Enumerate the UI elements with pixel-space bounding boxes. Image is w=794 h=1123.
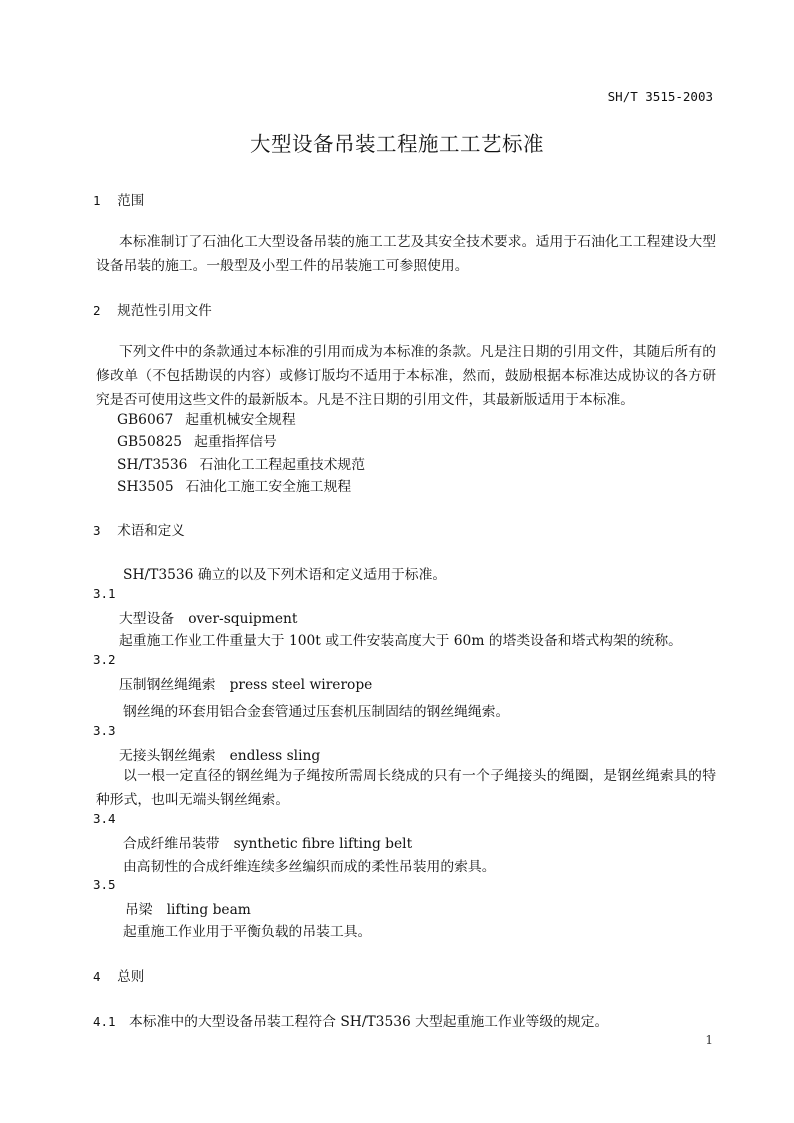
term-name [125,898,251,918]
reference-name: 石油化工工程起重技术规范 [199,457,366,473]
page-title: 大型设备吊装工程施工工艺标准 [250,132,544,156]
reference-item [117,408,296,428]
section-4-heading [93,965,144,985]
reference-name: 起重机械安全规程 [185,412,296,428]
clause-text: 本标准中的大型设备吊装工程符合 SH/T3536 大型起重施工作业等级的规定。 [129,1014,609,1030]
reference-code: GB50825 [117,434,183,450]
section-3-intro: SH/T3536 确立的以及下列术语和定义适用于标准。 [123,567,447,583]
section-number: 4 [93,969,101,984]
section-title: 范围 [117,193,145,209]
reference-item [117,430,277,450]
term-definition: 起重施工作业用于平衡负载的吊装工具。 [123,924,372,940]
section-title: 规范性引用文件 [117,303,212,319]
section-number: 2 [93,303,101,318]
term-name [119,744,320,764]
term-name-cn: 合成纤维吊装带 [123,836,220,852]
section-2-heading [93,299,212,319]
term-name-cn: 压制钢丝绳绳索 [119,677,216,693]
section-2-paragraph: 下列文件中的条款通过本标准的引用而成为本标准的条款。凡是注日期的引用文件，其随后所有的修改单（不包括勘误的内容）或修订版均不适用于本标准，然而，鼓励根据本标准达成协议的各方研究是否可使用这些文件的最新版本。凡是不注日期的引用文件，其最新版适用于本标准。 [96,344,716,408]
standard-code: SH/T 3515-2003 [607,89,713,104]
term-name [119,673,372,693]
term-name-en: synthetic fibre lifting belt [233,836,413,852]
term-name-cn: 吊梁 [125,902,153,918]
term-definition: 由高韧性的合成纤维连续多丝编织而成的柔性吊装用的索具。 [123,859,496,875]
term-name-cn: 无接头钢丝绳索 [119,748,216,764]
term-number: 3.1 [93,586,116,601]
term-definition: 钢丝绳的环套用铝合金套管通过压套机压制固结的钢丝绳绳索。 [123,704,510,720]
term-number: 3.3 [93,723,116,738]
term-name-en: lifting beam [166,902,251,918]
term-name-cn: 大型设备 [119,611,175,627]
term-name-en: over-squipment [188,611,298,627]
term-name [119,607,297,627]
term-number: 3.4 [93,811,116,826]
section-title: 术语和定义 [117,523,185,539]
section-3-heading [93,519,185,539]
term-number: 3.2 [93,652,116,667]
page-number: 1 [705,1033,713,1047]
section-number: 3 [93,523,101,538]
reference-item [117,453,365,473]
term-name-en: endless sling [229,748,321,764]
section-number: 1 [93,193,101,208]
term-number: 3.5 [93,877,116,892]
section-title: 总则 [117,969,145,985]
reference-name: 石油化工施工安全施工规程 [185,479,352,495]
term-definition: 起重施工作业工件重量大于 100t 或工件安装高度大于 60m 的塔类设备和塔式构架的统称。 [119,633,682,649]
term-name [123,832,412,852]
reference-name: 起重指挥信号 [194,434,277,450]
clause-number: 4.1 [93,1014,116,1029]
reference-code: GB6067 [117,412,174,428]
reference-code: SH/T3536 [117,457,188,473]
term-definition: 以一根一定直径的钢丝绳为子绳按所需周长绕成的只有一个子绳接头的绳圈，是钢丝绳索具的特种形式，也叫无端头钢丝绳索。 [96,768,716,808]
term-name-en: press steel wirerope [229,677,373,693]
section-1-heading [93,189,144,209]
reference-code: SH3505 [117,479,174,495]
clause-4-1 [93,1010,608,1030]
reference-item [117,475,351,495]
section-1-paragraph: 本标准制订了石油化工大型设备吊装的施工工艺及其安全技术要求。适用于石油化工工程建设大型设备吊装的施工。一般型及小型工件的吊装施工可参照使用。 [96,234,716,274]
